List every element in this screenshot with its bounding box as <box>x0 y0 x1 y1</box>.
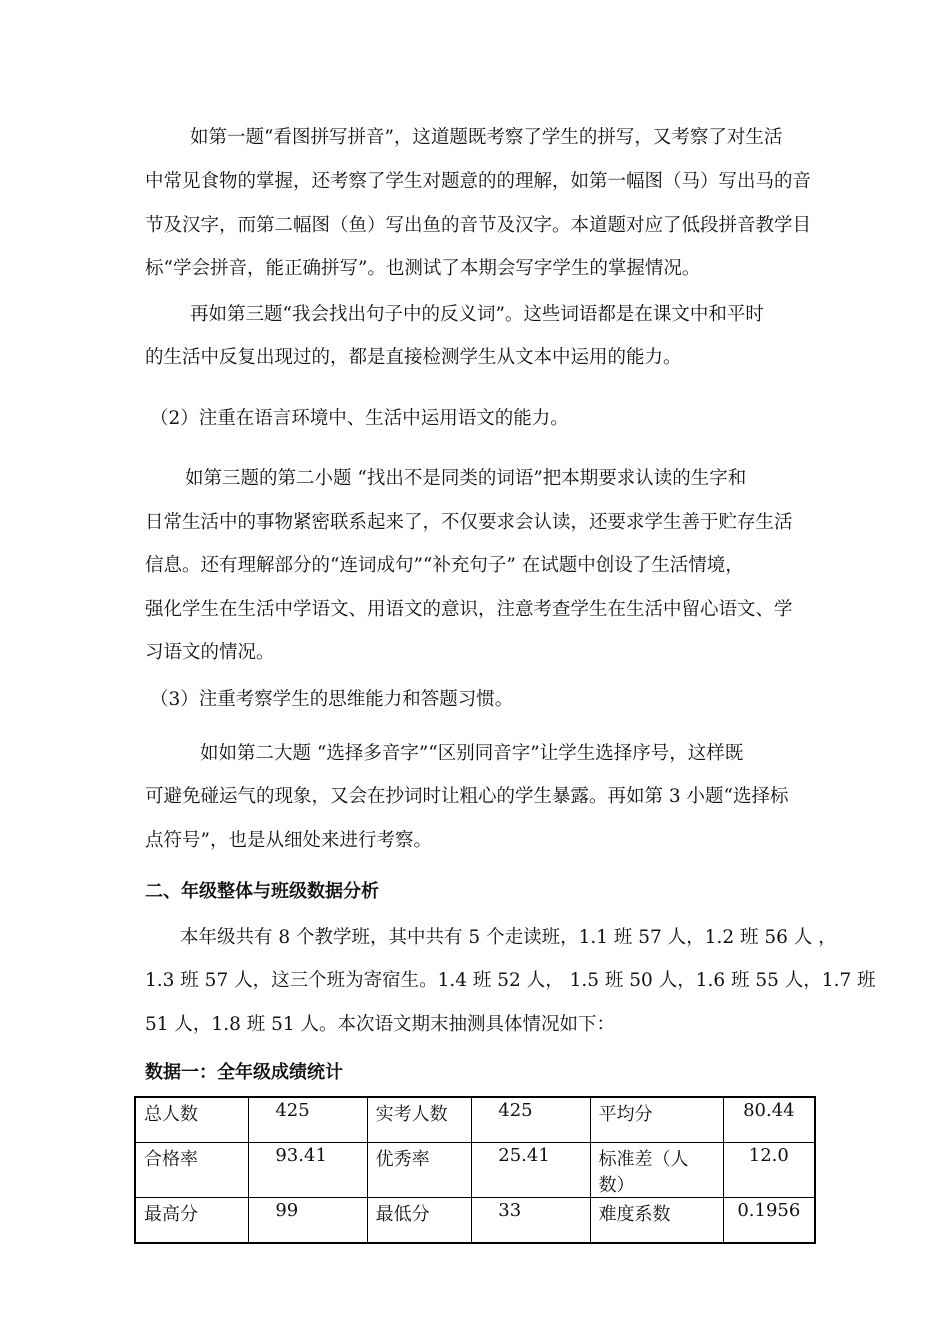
table-cell: 难度系数 <box>590 1198 723 1244</box>
table-cell: 合格率 <box>135 1143 249 1198</box>
table-cell: 标准差（人数） <box>590 1143 723 1198</box>
table-cell: 优秀率 <box>367 1143 472 1198</box>
section-title: 二、年级整体与班级数据分析 <box>145 881 379 902</box>
text-line: 标“学会拼音，能正确拼写”。也测试了本期会写字学生的掌握情况。 <box>145 258 701 279</box>
text-line: 中常见食物的掌握，还考察了学生对题意的的理解，如第一幅图（马）写出马的音 <box>145 171 812 192</box>
table-cell: 80.44 <box>723 1097 815 1143</box>
table-row <box>135 1143 815 1198</box>
text-line: 如第三题的第二小题 “找出不是同类的词语”把本期要求认读的生字和 <box>185 468 747 489</box>
text-line: 日常生活中的事物紧密联系起来了，不仅要求会认读，还要求学生善于贮存生活 <box>145 512 793 533</box>
table-row <box>135 1198 815 1244</box>
table-cell: 25.41 <box>472 1143 590 1198</box>
text-line: 信息。还有理解部分的“连词成句”“补充句子” 在试题中创设了生活情境， <box>145 555 744 576</box>
text-line: 51 人，1.8 班 51 人。本次语文期末抽测具体情况如下： <box>145 1014 616 1035</box>
table-cell: 425 <box>472 1097 590 1143</box>
text-line: 可避免碰运气的现象，又会在抄词时让粗心的学生暴露。再如第 3 小题“选择标 <box>145 786 789 807</box>
text-line: 强化学生在生活中学语文、用语文的意识，注意考查学生在生活中留心语文、学 <box>145 599 793 620</box>
table-cell: 最低分 <box>367 1198 472 1244</box>
text-line: 如第一题“看图拼写拼音”，这道题既考察了学生的拼写，又考察了对生活 <box>190 127 783 148</box>
text-line: 节及汉字，而第二幅图（鱼）写出鱼的音节及汉字。本道题对应了低段拼音教学目 <box>145 215 812 236</box>
table-cell: 99 <box>249 1198 367 1244</box>
text-line: 本年级共有 8 个教学班，其中共有 5 个走读班，1.1 班 57 人，1.2 班 56 人 ， <box>180 927 837 948</box>
table-cell: 425 <box>249 1097 367 1143</box>
text-line: 如如第二大题 “选择多音字”“区别同音字”让学生选择序号，这样既 <box>200 743 744 764</box>
data-table-title: 数据一：全年级成绩统计 <box>145 1062 343 1083</box>
table-cell: 0.1956 <box>723 1198 815 1244</box>
table-cell: 总人数 <box>135 1097 249 1143</box>
subheading-3: （3）注重考察学生的思维能力和答题习惯。 <box>150 689 514 710</box>
table-cell: 33 <box>472 1198 590 1244</box>
table-cell: 实考人数 <box>367 1097 472 1143</box>
text-line: 点符号”，也是从细处来进行考察。 <box>145 830 432 851</box>
text-line: 再如第三题“我会找出句子中的反义词”。这些词语都是在课文中和平时 <box>190 304 764 325</box>
grade-stats-table <box>134 1096 816 1244</box>
text-line: 习语文的情况。 <box>145 642 275 663</box>
subheading-2: （2）注重在语言环境中、生活中运用语文的能力。 <box>150 408 569 429</box>
table-cell: 平均分 <box>590 1097 723 1143</box>
text-line: 1.3 班 57 人，这三个班为寄宿生。1.4 班 52 人， 1.5 班 50 人，1.6 班 55 人，1.7 班 <box>145 970 876 991</box>
table-cell: 12.0 <box>723 1143 815 1198</box>
text-line: 的生活中反复出现过的，都是直接检测学生从文本中运用的能力。 <box>145 347 682 368</box>
table-cell: 最高分 <box>135 1198 249 1244</box>
table-cell: 93.41 <box>249 1143 367 1198</box>
table-row <box>135 1097 815 1143</box>
